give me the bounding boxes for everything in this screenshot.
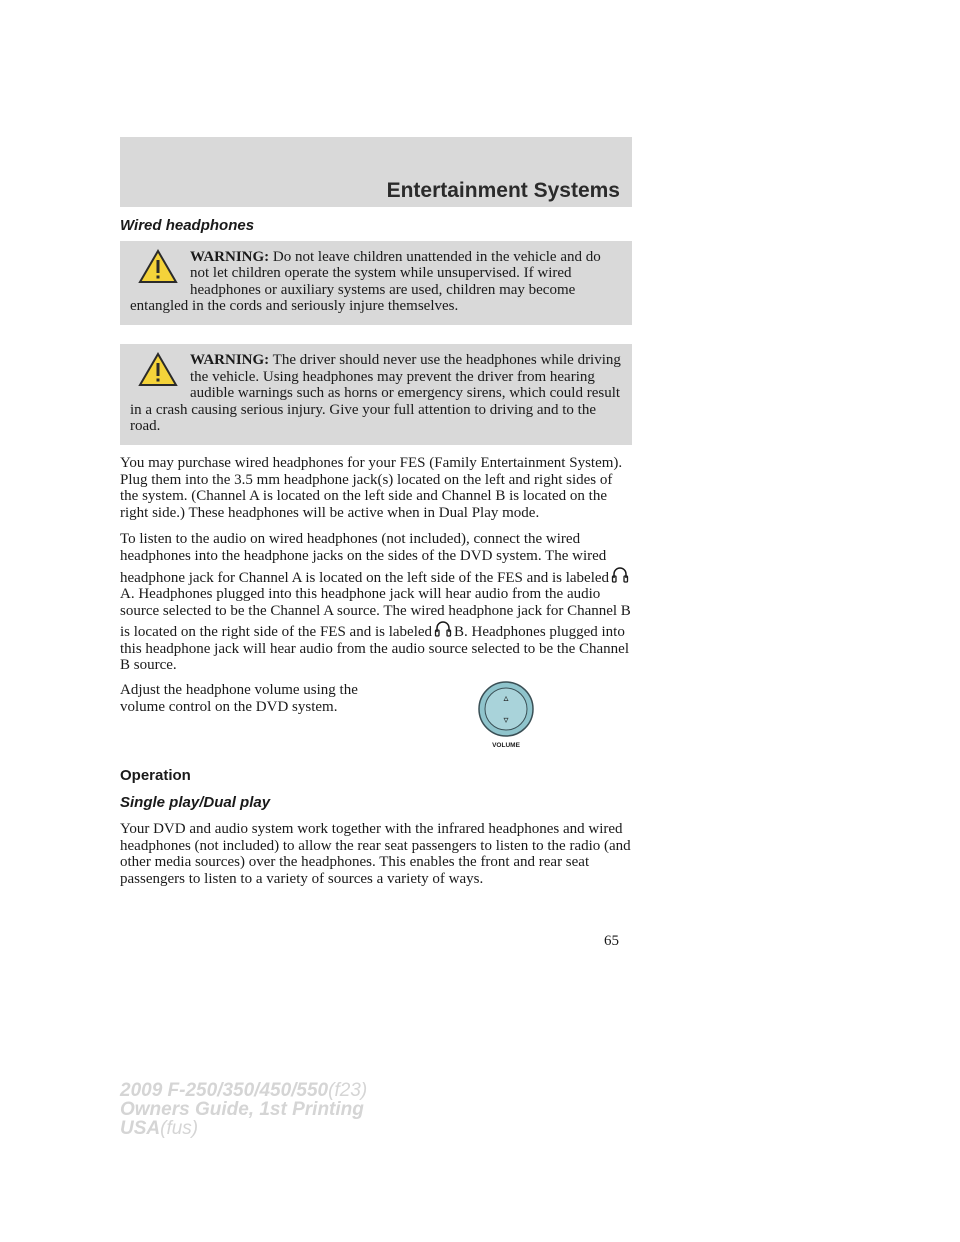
paragraph-text: A. Headphones plugged into this headphone jack will hear audio from the audio source selected to be the Channel A source. The wired headphone jack for Channel B is located on the right side of the FES and is labeled — [120, 586, 631, 641]
paragraph-text: To listen to the audio on wired headphones (not included), connect the wired headphones into the headphone jacks on the sides of the DVD system. The wired headphone jack for Channel A is located on the left side of the FES and is labeled — [120, 531, 610, 586]
footer-guide: Owners Guide, 1st Printing — [120, 1099, 364, 1120]
warning-triangle-icon — [138, 249, 178, 285]
paragraph-text: B. Headphones plugged into this headphone jack will hear audio from the audio source selected to be the Channel B source. — [120, 624, 629, 674]
page-header-title: Entertainment Systems — [386, 179, 620, 202]
section-heading-operation: Operation — [120, 767, 191, 785]
volume-up-icon: ▵ — [503, 693, 509, 705]
headphone-icon — [611, 565, 629, 585]
warning-label: WARNING: — [190, 351, 270, 368]
page-number: 65 — [604, 933, 619, 949]
paragraph-volume: Adjust the headphone volume using the volume control on the DVD system. — [120, 682, 358, 715]
page-header — [120, 137, 632, 207]
warning-box-1 — [120, 241, 632, 325]
headphone-icon — [434, 619, 452, 639]
paragraph-single-dual: Your DVD and audio system work together with the infrared headphones and wired headphones (not included) to allow the rear seat passengers to listen to the radio (and other media sources) over the headphones. This enables the front and rear seat passengers to listen to a variety of sources a variety of ways. — [120, 821, 631, 888]
footer-model: 2009 F-250/350/450/550 — [120, 1080, 329, 1101]
footer-region: USA — [120, 1118, 161, 1139]
warning-box-2 — [120, 344, 632, 445]
page-content — [120, 218, 632, 888]
section-heading-single-dual-play: Single play/Dual play — [120, 793, 271, 811]
warning-text: Do not leave children unattended in the vehicle and do not let children operate the system while unsupervised. If wired headphones or auxiliary systems are used, children may become entangled in the cords and seriously injure themselves. — [130, 248, 601, 315]
section-heading-wired-headphones: Wired headphones — [120, 217, 255, 234]
footer-model-code: (f23) — [328, 1080, 368, 1101]
warning-triangle-icon — [138, 352, 178, 388]
footer-print-info — [120, 1081, 367, 1138]
paragraph-wired-purchase: You may purchase wired headphones for your FES (Family Entertainment System). Plug them into the 3.5 mm headphone jack(s) located on the left and right sides of the system. (Channel A is located on the left side and Channel B is located on the right side.) These headphones will be active when in Dual Play mode. — [120, 454, 623, 521]
volume-label: VOLUME — [492, 742, 520, 750]
paragraph-wired-listen — [120, 531, 632, 674]
warning-label: WARNING: — [190, 248, 270, 265]
footer-region-code: (fus) — [160, 1118, 199, 1139]
volume-control-figure — [476, 681, 536, 749]
warning-text: The driver should never use the headphones while driving the vehicle. Using headphones may prevent the driver from hearing audible warnings such as horns or emergency sirens, which could result in a crash causing serious injury. Give your full attention to driving and to the road. — [130, 351, 621, 435]
volume-section — [120, 682, 632, 750]
volume-down-icon: ▿ — [503, 715, 509, 727]
